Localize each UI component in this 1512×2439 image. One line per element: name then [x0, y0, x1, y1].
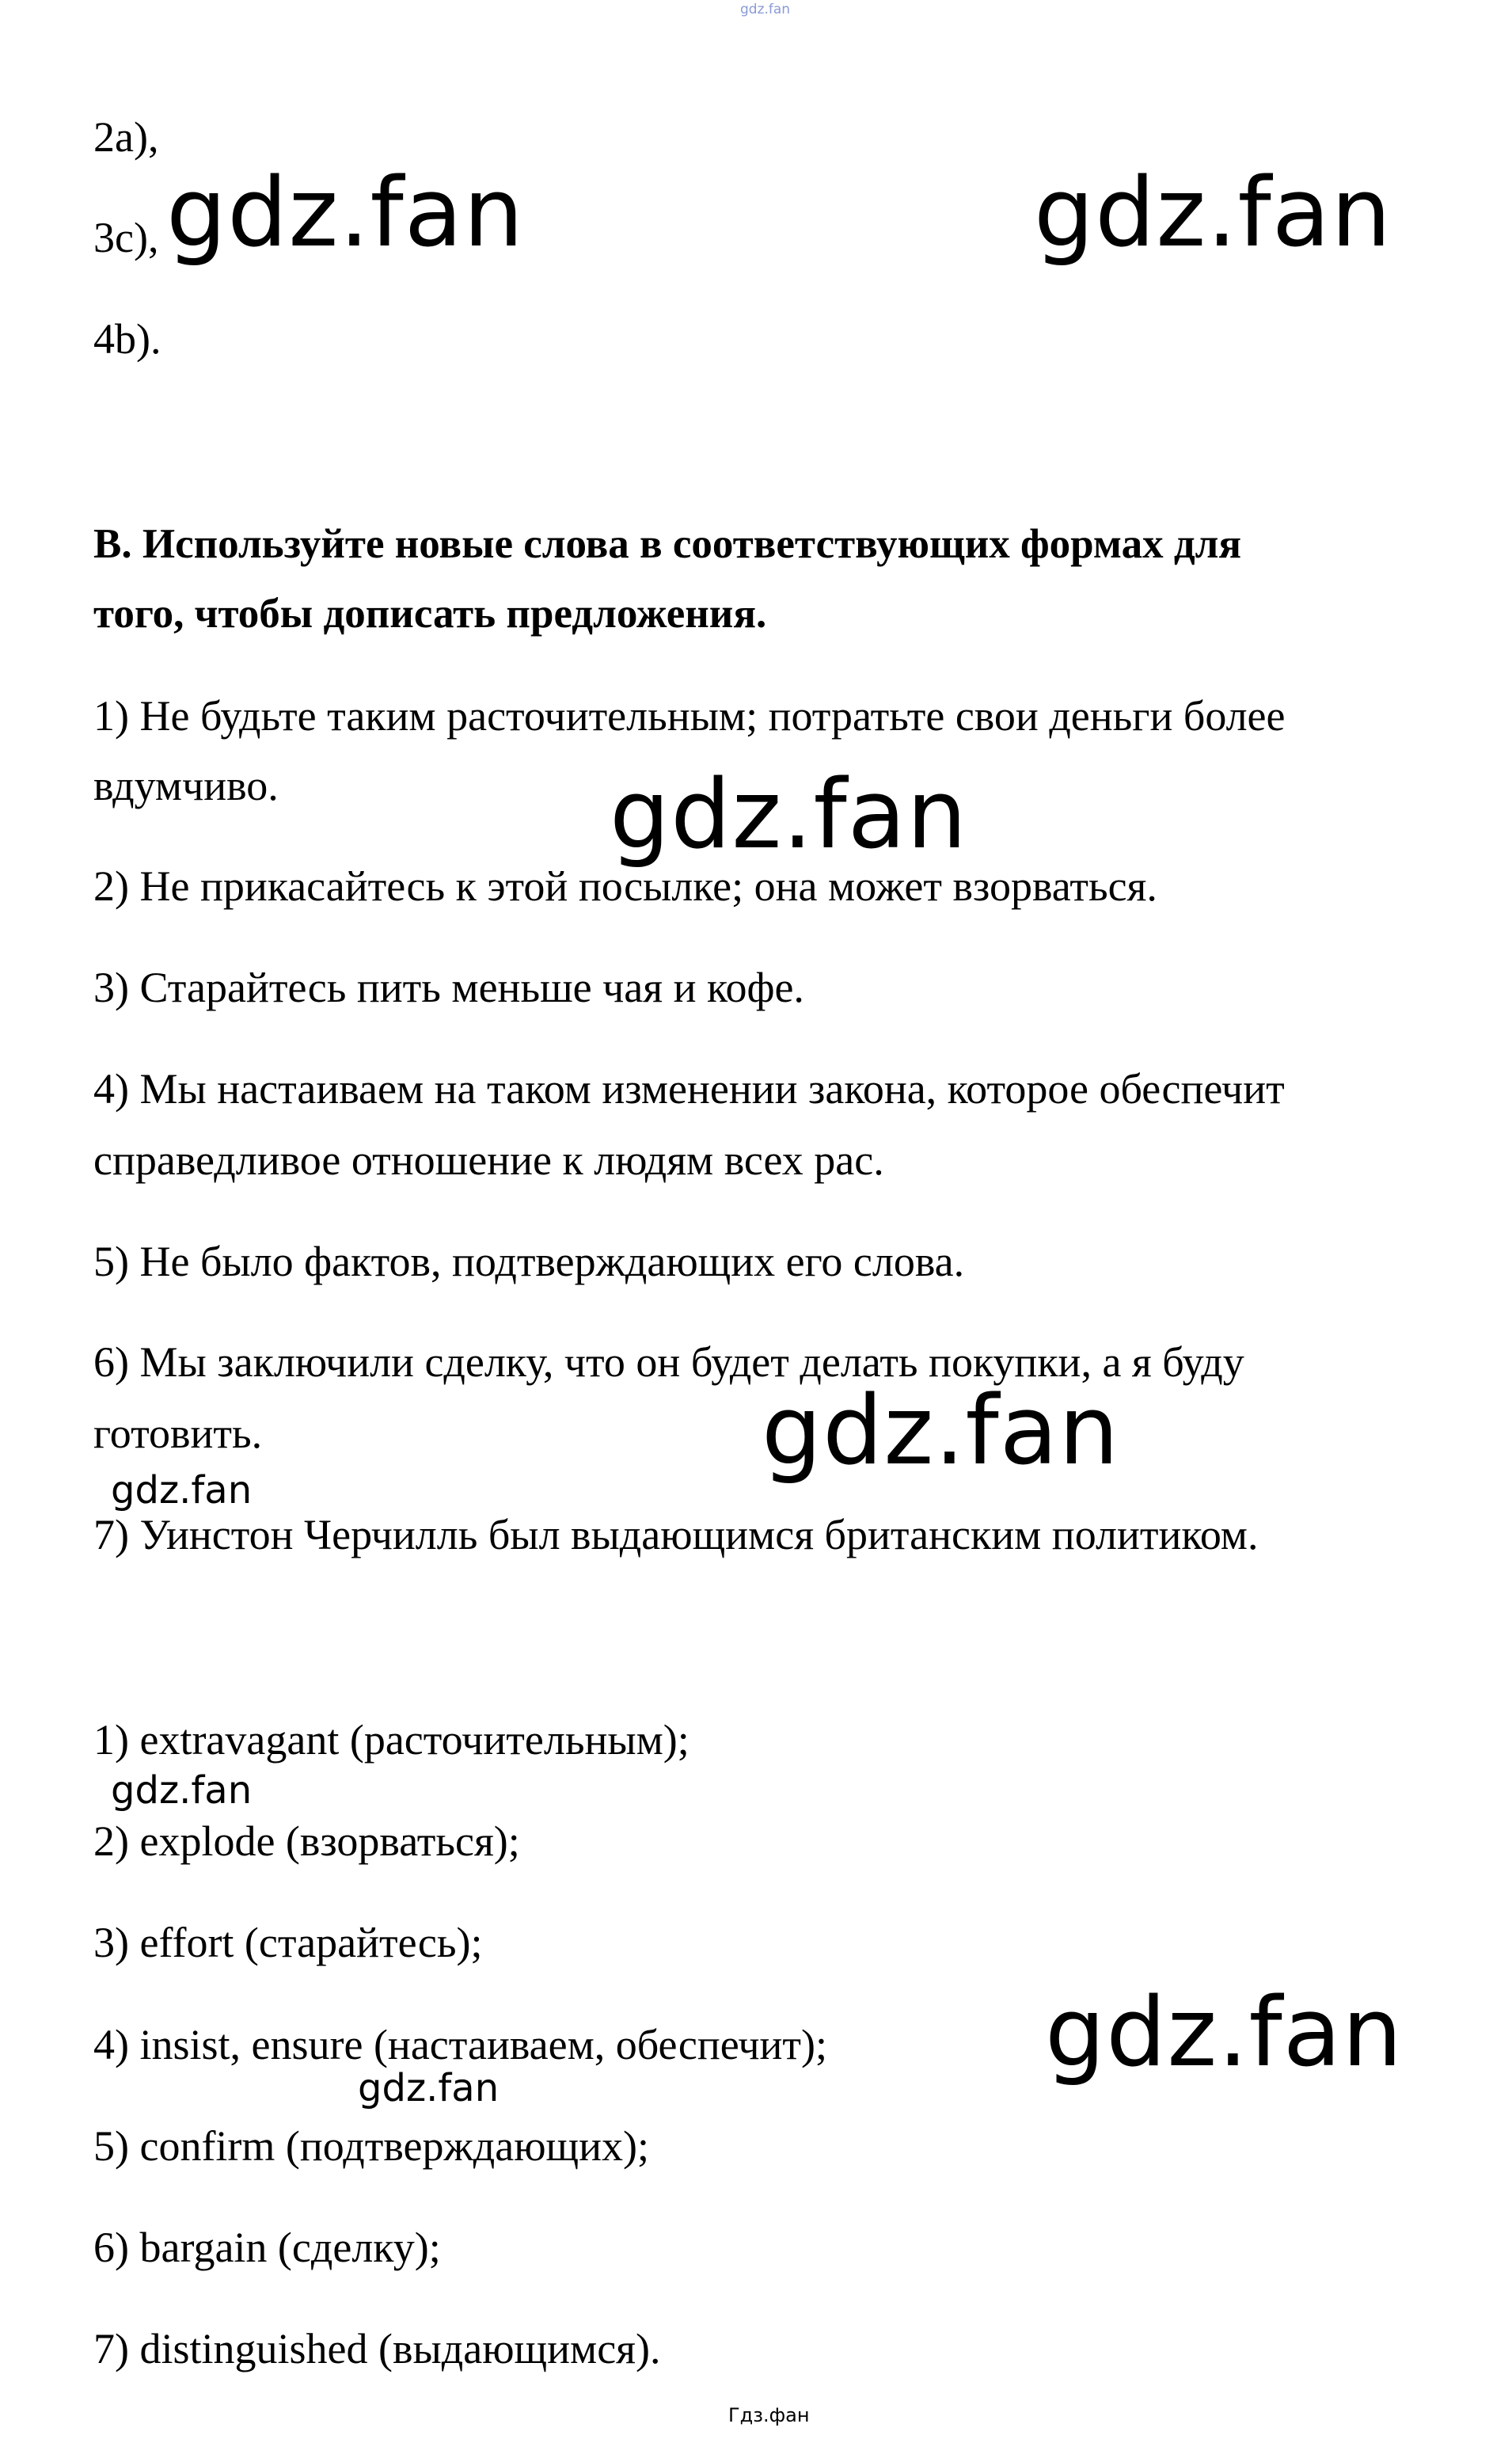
top-watermark: gdz.fan	[740, 2, 791, 17]
sentence-6-line-1: 6) Мы заключили сделку, что он будет делать покупки, а я буду	[93, 1338, 1244, 1386]
answer-a-1: 2a),	[93, 113, 159, 161]
answer-a-2: 3c),	[93, 214, 159, 261]
word-answer-1: 1) extravagant (расточительным);	[93, 1716, 690, 1764]
word-answer-2: 2) explode (взорваться);	[93, 1817, 520, 1865]
word-answer-7: 7) distinguished (выдающимся).	[93, 2325, 661, 2372]
sentence-1-line-1: 1) Не будьте таким расточительным; потратьте свои деньги более	[93, 692, 1286, 740]
sentence-5: 5) Не было фактов, подтверждающих его слова.	[93, 1238, 965, 1285]
sentence-4-line-1: 4) Мы настаиваем на таком изменении закона, которое обеспечит	[93, 1065, 1285, 1113]
watermark-small: gdz.fan	[111, 1468, 253, 1512]
footer-label: Гдз.фан	[728, 2404, 810, 2426]
sentence-4-line-2: справедливое отношение к людям всех рас.	[93, 1136, 884, 1184]
section-b-title-line-1: B. Используйте новые слова в соответствующих формах для	[93, 521, 1242, 567]
section-b-title-line-2: того, чтобы дописать предложения.	[93, 591, 767, 637]
watermark-large: gdz.fan	[610, 760, 968, 870]
watermark-small: gdz.fan	[358, 2066, 500, 2110]
word-answer-4: 4) insist, ensure (настаиваем, обеспечит);	[93, 2021, 827, 2068]
watermark-large: gdz.fan	[166, 158, 525, 268]
watermark-small: gdz.fan	[111, 1768, 253, 1813]
sentence-7: 7) Уинстон Черчилль был выдающимся британским политиком.	[93, 1511, 1259, 1558]
sentence-2: 2) Не прикасайтесь к этой посылке; она может взорваться.	[93, 862, 1157, 910]
watermark-large: gdz.fan	[1034, 158, 1392, 268]
word-answer-3: 3) effort (старайтесь);	[93, 1919, 483, 1966]
watermark-large: gdz.fan	[1045, 1978, 1404, 2088]
sentence-6-line-2: готовить.	[93, 1410, 263, 1457]
sentence-3: 3) Старайтесь пить меньше чая и кофе.	[93, 964, 804, 1011]
word-answer-5: 5) confirm (подтверждающих);	[93, 2122, 650, 2170]
watermark-large: gdz.fan	[762, 1376, 1120, 1486]
word-answer-6: 6) bargain (сделку);	[93, 2224, 441, 2271]
answer-a-3: 4b).	[93, 315, 161, 363]
sentence-1-line-2: вдумчиво.	[93, 762, 279, 809]
